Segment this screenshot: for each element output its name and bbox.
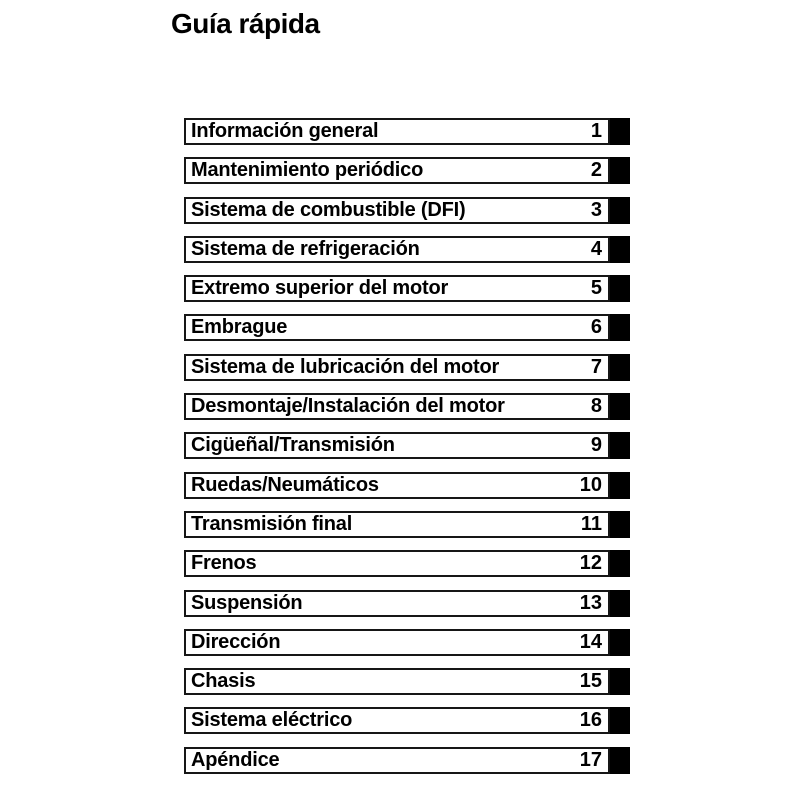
chapter-tab-marker	[610, 354, 630, 381]
chapter-number: 15	[579, 670, 602, 693]
toc-row	[184, 668, 630, 695]
chapter-tab-marker	[610, 236, 630, 263]
chapter-number: 14	[579, 630, 602, 653]
chapter-number: 3	[590, 198, 602, 221]
chapter-box	[184, 314, 610, 341]
toc-row	[184, 707, 630, 734]
toc-row	[184, 590, 630, 617]
chapter-box	[184, 511, 610, 538]
chapter-box	[184, 707, 610, 734]
chapter-tab-marker	[610, 197, 630, 224]
chapter-box	[184, 472, 610, 499]
toc-row	[184, 629, 630, 656]
chapter-box	[184, 236, 610, 263]
chapter-box	[184, 629, 610, 656]
chapter-tab-marker	[610, 432, 630, 459]
chapter-label: Cigüeñal/Transmisión	[191, 434, 395, 457]
chapter-list	[184, 118, 630, 786]
chapter-tab-marker	[610, 747, 630, 774]
chapter-label: Chasis	[191, 670, 256, 693]
chapter-label: Sistema de lubricación del motor	[191, 355, 500, 378]
chapter-label: Embrague	[191, 316, 288, 339]
toc-row	[184, 550, 630, 577]
chapter-number: 2	[590, 159, 602, 182]
chapter-number: 16	[579, 709, 602, 732]
chapter-number: 9	[590, 434, 602, 457]
toc-row	[184, 314, 630, 341]
toc-row	[184, 393, 630, 420]
chapter-tab-marker	[610, 157, 630, 184]
chapter-box	[184, 747, 610, 774]
chapter-label: Extremo superior del motor	[191, 277, 449, 300]
chapter-label: Sistema de refrigeración	[191, 237, 420, 260]
chapter-number: 4	[590, 237, 602, 260]
page-title: Guía rápida	[171, 8, 320, 39]
chapter-label: Desmontaje/Instalación del motor	[191, 395, 505, 418]
chapter-number: 17	[579, 748, 602, 771]
chapter-tab-marker	[610, 275, 630, 302]
chapter-box	[184, 197, 610, 224]
chapter-box	[184, 550, 610, 577]
chapter-number: 10	[579, 473, 602, 496]
chapter-tab-marker	[610, 118, 630, 145]
chapter-number: 7	[590, 355, 602, 378]
chapter-box	[184, 393, 610, 420]
chapter-label: Información general	[191, 120, 379, 142]
toc-row	[184, 747, 630, 774]
chapter-box	[184, 118, 610, 145]
toc-row	[184, 118, 630, 145]
chapter-box	[184, 432, 610, 459]
chapter-label: Mantenimiento periódico	[191, 159, 424, 182]
chapter-label: Dirección	[191, 630, 281, 653]
chapter-label: Transmisión final	[191, 512, 353, 535]
chapter-box	[184, 354, 610, 381]
chapter-label: Ruedas/Neumáticos	[191, 473, 379, 496]
chapter-number: 1	[590, 120, 602, 142]
chapter-tab-marker	[610, 393, 630, 420]
chapter-tab-marker	[610, 590, 630, 617]
chapter-box	[184, 668, 610, 695]
chapter-tab-marker	[610, 511, 630, 538]
toc-row	[184, 472, 630, 499]
toc-row	[184, 354, 630, 381]
chapter-label: Sistema eléctrico	[191, 709, 353, 732]
chapter-number: 8	[590, 395, 602, 418]
chapter-label: Apéndice	[191, 748, 280, 771]
chapter-number: 13	[579, 591, 602, 614]
chapter-tab-marker	[610, 668, 630, 695]
chapter-label: Suspensión	[191, 591, 303, 614]
chapter-box	[184, 590, 610, 617]
chapter-label: Frenos	[191, 552, 257, 575]
toc-row	[184, 236, 630, 263]
toc-row	[184, 511, 630, 538]
chapter-number: 5	[590, 277, 602, 300]
chapter-number: 6	[590, 316, 602, 339]
chapter-tab-marker	[610, 314, 630, 341]
chapter-tab-marker	[610, 707, 630, 734]
chapter-tab-marker	[610, 629, 630, 656]
toc-row	[184, 197, 630, 224]
chapter-label: Sistema de combustible (DFI)	[191, 198, 466, 221]
chapter-tab-marker	[610, 472, 630, 499]
chapter-number: 12	[579, 552, 602, 575]
chapter-number: 11	[580, 512, 602, 535]
chapter-box	[184, 157, 610, 184]
chapter-tab-marker	[610, 550, 630, 577]
toc-row	[184, 157, 630, 184]
toc-row	[184, 432, 630, 459]
toc-row	[184, 275, 630, 302]
chapter-box	[184, 275, 610, 302]
